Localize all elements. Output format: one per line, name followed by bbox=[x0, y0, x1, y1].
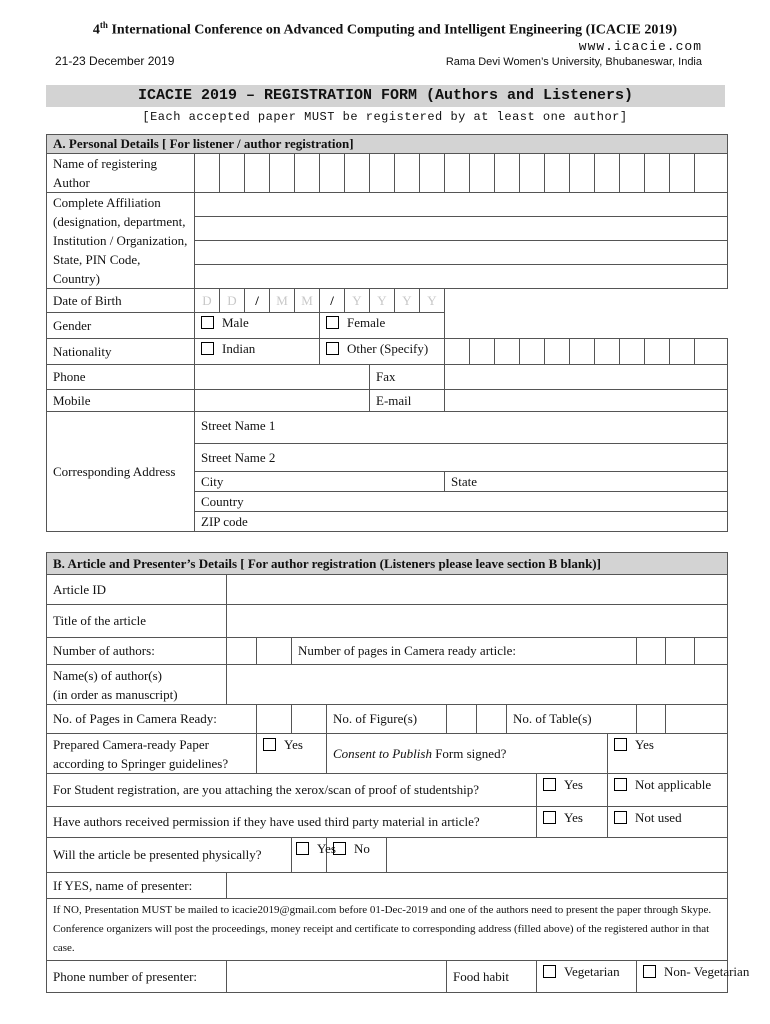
name-char-box[interactable] bbox=[670, 154, 695, 193]
dob-year-box[interactable]: Y bbox=[370, 289, 395, 313]
name-char-box[interactable] bbox=[645, 154, 670, 193]
nationality-char-box[interactable] bbox=[520, 339, 545, 365]
email-label: E-mail bbox=[370, 390, 445, 412]
conference-venue: Rama Devi Women’s University, Bhubaneswar, India bbox=[445, 56, 702, 68]
male-label: Male bbox=[222, 315, 249, 330]
num-pages-box[interactable] bbox=[637, 638, 666, 665]
fax-input[interactable] bbox=[445, 365, 728, 390]
affiliation-line-2[interactable] bbox=[195, 217, 728, 241]
email-input[interactable] bbox=[445, 390, 728, 412]
nationality-char-box[interactable] bbox=[595, 339, 620, 365]
other-nationality-label: Other (Specify) bbox=[347, 341, 429, 356]
physical-yes-option[interactable] bbox=[292, 838, 336, 873]
nationality-char-box[interactable] bbox=[620, 339, 645, 365]
num-pages-box[interactable] bbox=[695, 638, 728, 665]
nationality-char-box[interactable] bbox=[545, 339, 570, 365]
non-vegetarian-option[interactable] bbox=[637, 961, 750, 993]
nationality-char-box[interactable] bbox=[570, 339, 595, 365]
student-yes-label: Yes bbox=[564, 777, 583, 792]
article-id-input[interactable] bbox=[227, 575, 728, 605]
dob-year-box[interactable]: Y bbox=[420, 289, 445, 313]
dob-label: Date of Birth bbox=[47, 289, 195, 313]
phone-input[interactable] bbox=[195, 365, 370, 390]
conference-ordinal: 4 bbox=[92, 22, 100, 38]
consent-label bbox=[327, 734, 608, 774]
author-names-label-line1: Name(s) of author(s) bbox=[53, 667, 163, 683]
phone-label: Phone bbox=[47, 365, 195, 390]
presenter-name-input[interactable] bbox=[227, 873, 728, 899]
figures-box[interactable] bbox=[447, 705, 477, 734]
figures-box[interactable] bbox=[477, 705, 507, 734]
dob-month-box[interactable]: M bbox=[270, 289, 295, 313]
form-subtitle: [Each accepted paper MUST be registered by at least one author] bbox=[142, 110, 628, 124]
article-title-label: Title of the article bbox=[47, 605, 227, 638]
non-vegetarian-checkbox[interactable] bbox=[643, 965, 656, 978]
nationality-char-box[interactable] bbox=[670, 339, 695, 365]
affiliation-line-4[interactable] bbox=[195, 265, 728, 289]
consent-yes-checkbox[interactable] bbox=[614, 738, 627, 751]
name-char-box[interactable] bbox=[320, 154, 345, 193]
camera-ready-label-line2: according to Springer guidelines? bbox=[53, 755, 229, 771]
presenter-phone-label: Phone number of presenter: bbox=[47, 961, 227, 993]
gender-male-option[interactable] bbox=[195, 313, 320, 339]
name-char-box[interactable] bbox=[695, 154, 728, 193]
dob-year-box[interactable]: Y bbox=[345, 289, 370, 313]
nationality-char-box[interactable] bbox=[445, 339, 470, 365]
address-label: Corresponding Address bbox=[47, 412, 195, 532]
camera-ready-yes-label: Yes bbox=[284, 737, 303, 752]
num-authors-label: Number of authors: bbox=[47, 638, 227, 665]
gender-blank bbox=[445, 313, 728, 339]
section-a-table bbox=[46, 134, 728, 532]
name-char-box[interactable] bbox=[470, 154, 495, 193]
other-nationality-checkbox[interactable] bbox=[326, 342, 339, 355]
tables-box[interactable] bbox=[666, 705, 728, 734]
figures-label: No. of Figure(s) bbox=[327, 705, 447, 734]
dob-year-box[interactable]: Y bbox=[395, 289, 420, 313]
affiliation-label: Complete Affiliation (designation, department, Institution / Organization, State, PIN Code, Country) bbox=[47, 193, 195, 289]
student-na-option[interactable] bbox=[608, 774, 728, 807]
physical-no-checkbox[interactable] bbox=[333, 842, 346, 855]
conference-ordinal-suffix: th bbox=[99, 20, 108, 30]
zip-field[interactable]: ZIP code bbox=[195, 512, 728, 532]
physical-no-label: No bbox=[354, 841, 370, 856]
name-char-box[interactable] bbox=[420, 154, 445, 193]
vegetarian-checkbox[interactable] bbox=[543, 965, 556, 978]
physical-no-option[interactable] bbox=[327, 838, 387, 873]
name-char-box[interactable] bbox=[520, 154, 545, 193]
article-title-input[interactable] bbox=[227, 605, 728, 638]
permission-not-used-checkbox[interactable] bbox=[614, 811, 627, 824]
state-field[interactable]: State bbox=[445, 472, 728, 492]
indian-label: Indian bbox=[222, 341, 256, 356]
mobile-input[interactable] bbox=[195, 390, 370, 412]
permission-yes-checkbox[interactable] bbox=[543, 811, 556, 824]
vegetarian-label: Vegetarian bbox=[564, 964, 620, 979]
name-char-box[interactable] bbox=[220, 154, 245, 193]
gender-label: Gender bbox=[47, 313, 195, 339]
nationality-other-option[interactable] bbox=[320, 339, 445, 365]
name-char-box[interactable] bbox=[395, 154, 420, 193]
form-title: ICACIE 2019 – REGISTRATION FORM (Authors and Listeners) bbox=[46, 85, 725, 107]
dob-day-box[interactable]: D bbox=[195, 289, 220, 313]
city-field[interactable]: City bbox=[195, 472, 445, 492]
article-id-label: Article ID bbox=[47, 575, 227, 605]
camera-ready-label bbox=[47, 734, 257, 774]
camera-ready-yes-checkbox[interactable] bbox=[263, 738, 276, 751]
camera-ready-label-line1: Prepared Camera-ready Paper bbox=[53, 736, 209, 752]
num-pages-label: Number of pages in Camera ready article: bbox=[292, 638, 637, 665]
pages-camera-label: No. of Pages in Camera Ready: bbox=[47, 705, 257, 734]
author-names-label-line2: (in order as manuscript) bbox=[53, 686, 178, 702]
name-label: Name of registering Author bbox=[47, 154, 195, 193]
indian-checkbox[interactable] bbox=[201, 342, 214, 355]
nationality-char-box[interactable] bbox=[470, 339, 495, 365]
presenter-phone-input[interactable] bbox=[227, 961, 447, 993]
female-checkbox[interactable] bbox=[326, 316, 339, 329]
permission-yes-option[interactable] bbox=[537, 807, 608, 838]
dob-separator: / bbox=[245, 289, 270, 313]
mobile-label: Mobile bbox=[47, 390, 195, 412]
nationality-label: Nationality bbox=[47, 339, 195, 365]
permission-label: Have authors received permission if they have used third party material in article? bbox=[47, 807, 537, 838]
student-proof-label: For Student registration, are you attaching the xerox/scan of proof of studentship? bbox=[47, 774, 537, 807]
vegetarian-option[interactable] bbox=[537, 961, 637, 993]
name-char-box[interactable] bbox=[195, 154, 220, 193]
street2-field[interactable]: Street Name 2 bbox=[195, 444, 728, 472]
dob-separator: / bbox=[320, 289, 345, 313]
conference-title bbox=[0, 20, 770, 39]
student-yes-option[interactable] bbox=[537, 774, 608, 807]
street1-field[interactable]: Street Name 1 bbox=[195, 412, 728, 444]
tables-box[interactable] bbox=[637, 705, 666, 734]
student-na-checkbox[interactable] bbox=[614, 778, 627, 791]
consent-yes-label: Yes bbox=[635, 737, 654, 752]
consent-label-italic: Consent to Publish bbox=[333, 745, 432, 761]
name-char-box[interactable] bbox=[620, 154, 645, 193]
section-b-header: B. Article and Presenter’s Details [ For author registration (Listeners please leave section B blank)] bbox=[47, 553, 728, 575]
conference-name: International Conference on Advanced Computing and Intelligent Engineering (ICACIE 2019) bbox=[107, 22, 678, 38]
nationality-char-box[interactable] bbox=[695, 339, 728, 365]
tables-label: No. of Table(s) bbox=[507, 705, 637, 734]
conference-dates: 21-23 December 2019 bbox=[55, 54, 175, 68]
name-char-box[interactable] bbox=[595, 154, 620, 193]
nationality-char-box[interactable] bbox=[645, 339, 670, 365]
non-vegetarian-label: Non- Vegetarian bbox=[664, 964, 750, 979]
name-char-box[interactable] bbox=[295, 154, 320, 193]
name-char-box[interactable] bbox=[495, 154, 520, 193]
skype-note: If NO, Presentation MUST be mailed to icacie2019@gmail.com before 01-Dec-2019 and one of the authors need to present the paper through Skype. Conference organizers will post the proceedings, money receipt and certificate to corresponding address (filled above) of the registered author in that case. bbox=[47, 899, 728, 961]
num-authors-box[interactable] bbox=[227, 638, 257, 665]
name-char-box[interactable] bbox=[545, 154, 570, 193]
website-link[interactable]: www.icacie.com bbox=[578, 39, 702, 54]
permission-not-used-option[interactable] bbox=[608, 807, 728, 838]
consent-label-rest: Form signed? bbox=[431, 745, 507, 761]
physical-yes-label: Yes bbox=[317, 841, 336, 856]
affiliation-line-3[interactable] bbox=[195, 241, 728, 265]
presenter-name-label: If YES, name of presenter: bbox=[47, 873, 227, 899]
student-yes-checkbox[interactable] bbox=[543, 778, 556, 791]
food-habit-label: Food habit bbox=[447, 961, 537, 993]
physical-yes-checkbox[interactable] bbox=[296, 842, 309, 855]
section-b-table bbox=[46, 552, 750, 993]
country-field[interactable]: Country bbox=[195, 492, 728, 512]
dob-day-box[interactable]: D bbox=[220, 289, 245, 313]
male-checkbox[interactable] bbox=[201, 316, 214, 329]
name-char-box[interactable] bbox=[570, 154, 595, 193]
consent-yes-option[interactable] bbox=[608, 734, 728, 774]
student-na-label: Not applicable bbox=[635, 777, 712, 792]
pages-camera-box[interactable] bbox=[257, 705, 292, 734]
section-a-header: A. Personal Details [ For listener / author registration] bbox=[47, 135, 728, 154]
name-char-box[interactable] bbox=[445, 154, 470, 193]
nationality-char-box[interactable] bbox=[495, 339, 520, 365]
fax-label: Fax bbox=[370, 365, 445, 390]
gender-female-option[interactable] bbox=[320, 313, 445, 339]
dob-month-box[interactable]: M bbox=[295, 289, 320, 313]
female-label: Female bbox=[347, 315, 386, 330]
name-char-box[interactable] bbox=[370, 154, 395, 193]
camera-ready-yes-option[interactable] bbox=[257, 734, 327, 774]
affiliation-line-1[interactable] bbox=[195, 193, 728, 217]
permission-not-used-label: Not used bbox=[635, 810, 682, 825]
name-char-box[interactable] bbox=[270, 154, 295, 193]
num-authors-box[interactable] bbox=[257, 638, 292, 665]
physical-label: Will the article be presented physically? bbox=[47, 838, 292, 873]
name-char-box[interactable] bbox=[345, 154, 370, 193]
permission-yes-label: Yes bbox=[564, 810, 583, 825]
nationality-indian-option[interactable] bbox=[195, 339, 320, 365]
dob-blank bbox=[445, 289, 728, 313]
name-char-box[interactable] bbox=[245, 154, 270, 193]
physical-blank bbox=[387, 838, 728, 873]
author-names-input[interactable] bbox=[227, 665, 728, 705]
num-pages-box[interactable] bbox=[666, 638, 695, 665]
pages-camera-box[interactable] bbox=[292, 705, 327, 734]
author-names-label bbox=[47, 665, 227, 705]
